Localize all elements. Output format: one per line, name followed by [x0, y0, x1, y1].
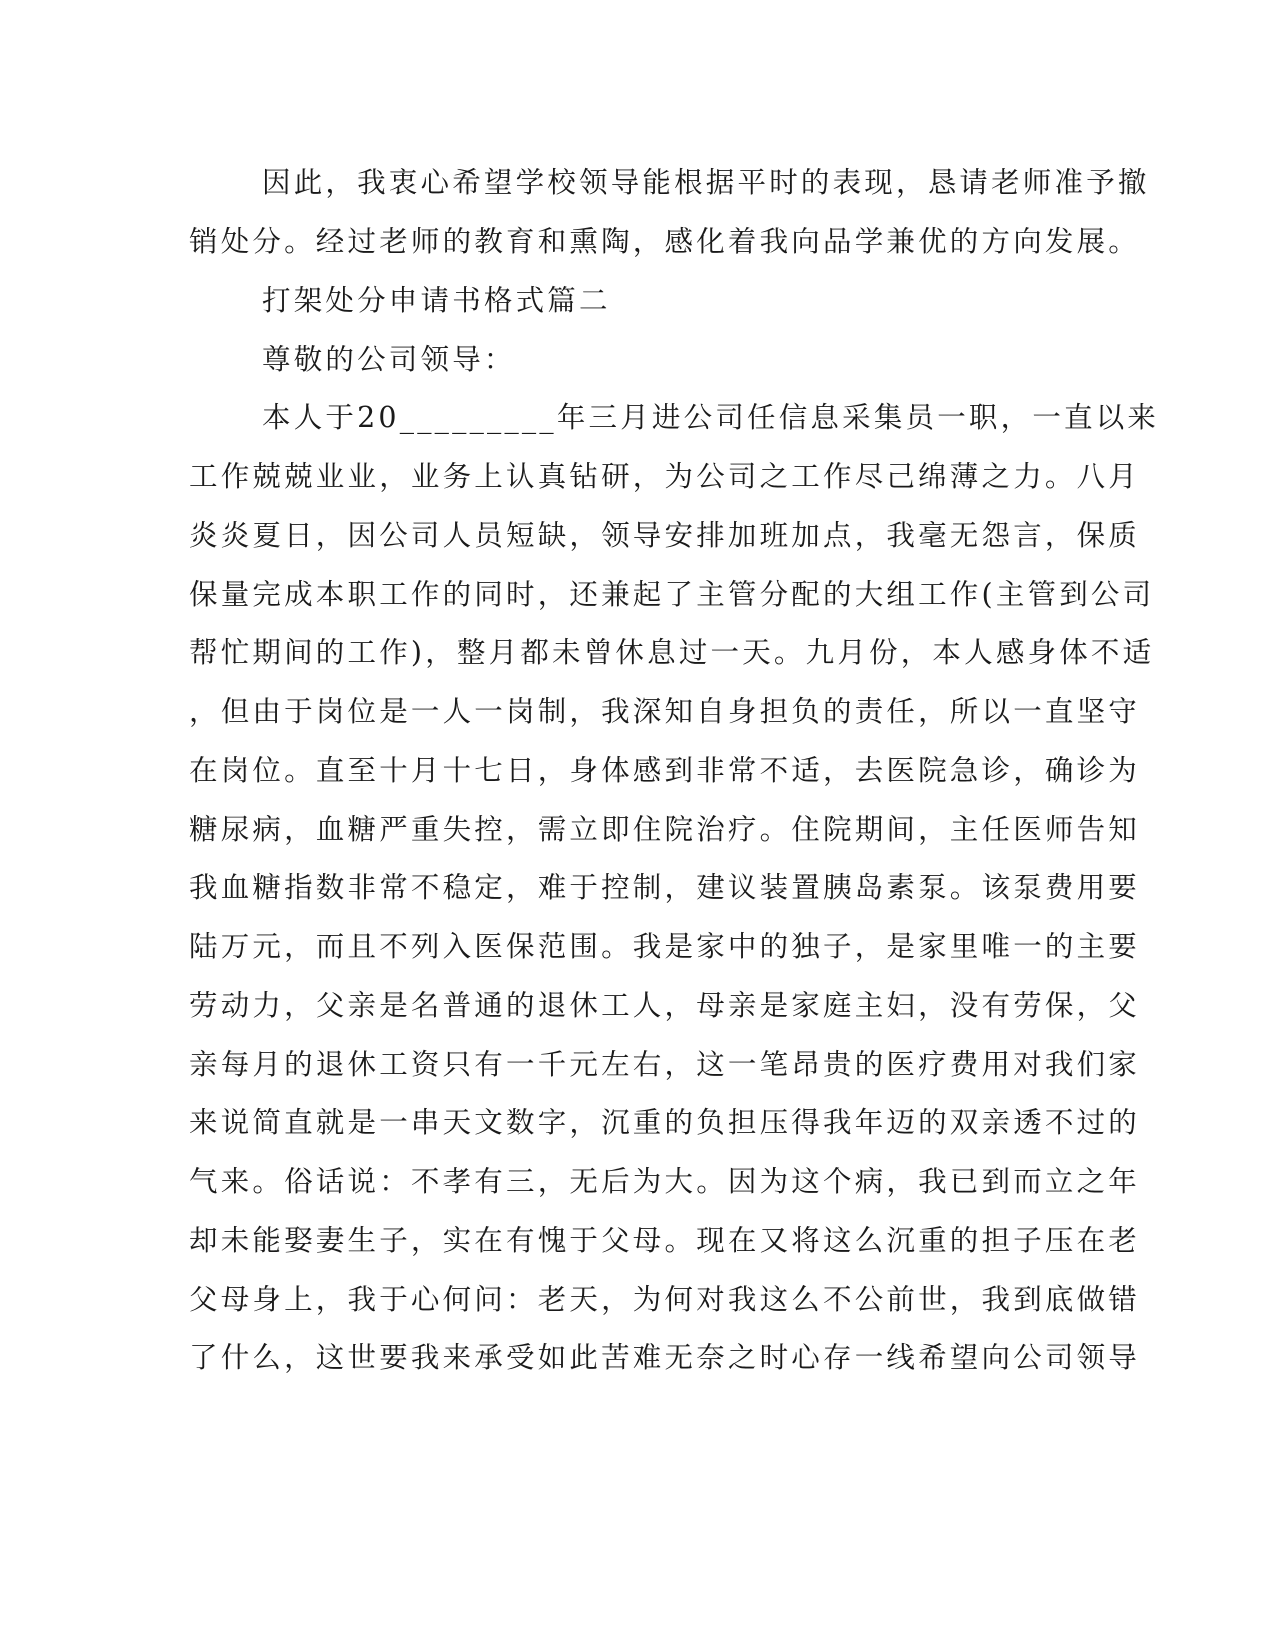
paragraph-line: 本人于20_________年三月进公司任信息采集员一职，一直以来	[262, 401, 1160, 434]
paragraph-line: 工作兢兢业业，业务上认真钻研，为公司之工作尽己绵薄之力。八月	[189, 460, 1141, 493]
paragraph-line: 因此，我衷心希望学校领导能根据平时的表现，恳请老师准予撤	[262, 166, 1150, 199]
paragraph-line: 保量完成本职工作的同时，还兼起了主管分配的大组工作(主管到公司	[189, 578, 1155, 611]
section-heading: 打架处分申请书格式篇二	[262, 284, 611, 317]
paragraph-line: 糖尿病，血糖严重失控，需立即住院治疗。住院期间，主任医师告知	[189, 813, 1141, 846]
paragraph-line: 销处分。经过老师的教育和熏陶，感化着我向品学兼优的方向发展。	[189, 225, 1141, 258]
paragraph-line: 却未能娶妻生子，实在有愧于父母。现在又将这么沉重的担子压在老	[189, 1224, 1141, 1257]
paragraph-line: ，但由于岗位是一人一岗制，我深知自身担负的责任，所以一直坚守	[189, 695, 1141, 728]
paragraph-line: 气来。俗话说：不孝有三，无后为大。因为这个病，我已到而立之年	[189, 1165, 1141, 1198]
paragraph-line: 父母身上，我于心何问：老天，为何对我这么不公前世，我到底做错	[189, 1283, 1141, 1316]
paragraph-line: 炎炎夏日，因公司人员短缺，领导安排加班加点，我毫无怨言，保质	[189, 519, 1141, 552]
salutation: 尊敬的公司领导：	[262, 343, 516, 376]
paragraph-line: 来说简直就是一串天文数字，沉重的负担压得我年迈的双亲透不过的	[189, 1106, 1141, 1139]
paragraph-line: 我血糖指数非常不稳定，难于控制，建议装置胰岛素泵。该泵费用要	[189, 871, 1141, 904]
paragraph-line: 亲每月的退休工资只有一千元左右，这一笔昂贵的医疗费用对我们家	[189, 1048, 1141, 1081]
paragraph-line: 陆万元，而且不列入医保范围。我是家中的独子，是家里唯一的主要	[189, 930, 1141, 963]
paragraph-line: 在岗位。直至十月十七日，身体感到非常不适，去医院急诊，确诊为	[189, 754, 1141, 787]
paragraph-line: 帮忙期间的工作)，整月都未曾休息过一天。九月份，本人感身体不适	[189, 636, 1155, 669]
paragraph-line: 劳动力，父亲是名普通的退休工人，母亲是家庭主妇，没有劳保，父	[189, 989, 1141, 1022]
paragraph-line: 了什么，这世要我来承受如此苦难无奈之时心存一线希望向公司领导	[189, 1341, 1141, 1374]
